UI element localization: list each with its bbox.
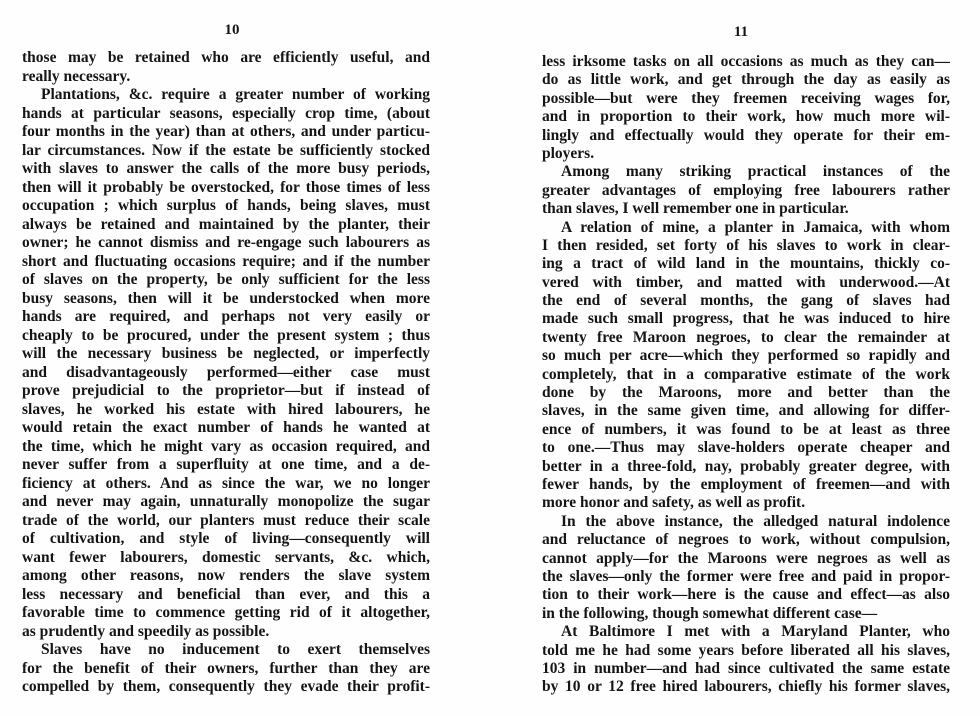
text-line: compelled by them, consequently they evade their profit- (22, 678, 430, 695)
text-line: as prudently and speedily as possible. (22, 622, 270, 640)
text-line: done by the Maroons, more and better than the (542, 384, 950, 402)
paragraph (542, 219, 950, 513)
text-line: owner; he cannot dismiss and re-engage such labourers as (22, 234, 430, 251)
text-line: less necessary and beneficial than ever, and this a (22, 585, 430, 603)
paragraph (22, 86, 430, 641)
text-line: ployers. (542, 144, 595, 162)
text-line: among other reasons, now renders the slave system (22, 567, 430, 584)
paragraph (542, 163, 950, 218)
text-line: the slaves—only the former were free and paid in propor- (542, 567, 950, 585)
text-line: prove prejudicial to the proprietor—but if instead of (22, 382, 430, 399)
text-line: short and fluctuating occasions require; and if the number (22, 252, 430, 270)
text-line: told me he had some years before liberated all his slaves, (542, 641, 950, 659)
text-line: those may be retained who are efficiently useful, and (22, 49, 430, 66)
text-line: ficiency at others. And as since the war, we no longer (22, 474, 430, 492)
text-line: and never may again, unnaturally monopolize the sugar (22, 493, 430, 510)
text-line: better in a three-fold, nay, probably greater degree, with (542, 457, 950, 475)
text-line: slaves, in the same given time, and allowing for differ- (542, 402, 950, 420)
page-text-block (22, 49, 430, 697)
text-line: fewer hands, by the employment of freemen—and with (542, 475, 950, 493)
text-line: Plantations, &c. require a greater number of working (41, 86, 430, 103)
text-line: cheaply to be procured, under the present system ; thus (22, 326, 430, 344)
text-line: of slaves on the property, be only sufficient for the less (22, 271, 430, 288)
text-line: the end of several months, the gang of slaves had (542, 292, 950, 310)
text-line: for the benefit of their owners, further than they are (22, 659, 430, 677)
text-line: occupation ; which surplus of hands, being slaves, must (22, 197, 430, 214)
text-line: ence of numbers, it was found to be at least as three (542, 420, 950, 438)
text-line: busy seasons, then will it be understocked when more (22, 289, 430, 307)
text-line: In the above instance, the alledged natural indolence (561, 512, 950, 530)
text-line: Among many striking practical instances of the (561, 163, 950, 181)
text-line: cannot apply—for the Maroons were negroes as well as (542, 549, 950, 567)
text-line: lar circumstances. Now if the estate be sufficiently stocked (22, 141, 430, 159)
text-line: always be retained and maintained by the planter, their (22, 215, 430, 233)
paragraph (542, 513, 950, 623)
paragraph (542, 53, 950, 163)
text-line: 103 in number—and had since cultivated the same estate (542, 659, 950, 677)
text-line: completely, that in a comparative estimate of the work (542, 365, 950, 383)
text-line: and disadvantageously performed—either case must (22, 363, 430, 381)
text-line: and reluctance of negroes to work, without compulsion, (542, 531, 950, 549)
text-line: so much per acre—which they performed so rapidly and (542, 347, 950, 365)
paragraph (22, 641, 430, 697)
text-line: more honor and safety, as well as profit. (542, 494, 806, 512)
text-line: do as little work, and get through the day as easily as (542, 71, 950, 89)
text-line: tion to their work—here is the cause and effect—as also (542, 586, 950, 604)
paragraph (22, 49, 430, 86)
text-line: hands at particular seasons, especially crop time, (about (22, 104, 430, 122)
text-line: less irksome tasks on all occasions as much as they can— (542, 53, 950, 70)
text-line: I then resided, set forty of his slaves to work in clear- (542, 236, 950, 254)
text-line: At Baltimore I met with a Maryland Planter, who (561, 623, 950, 641)
text-line: hands are required, and perhaps not very easily or (22, 308, 430, 325)
right-page (490, 0, 980, 716)
text-line: would retain the exact number of hands he wanted at (22, 419, 430, 436)
text-line: the time, which he might vary as occasion required, and (22, 437, 430, 455)
text-line: want fewer labourers, domestic servants, &c. which, (22, 548, 430, 566)
text-line: with slaves to answer the calls of the more busy periods, (22, 160, 430, 177)
text-line: then will it probably be overstocked, for those times of less (22, 178, 430, 196)
paragraph (542, 623, 950, 697)
text-line: and in proportion to their work, how much more wil- (542, 108, 950, 126)
page-number: 11 (733, 24, 749, 40)
page-text-block (542, 53, 950, 697)
text-line: in the following, though somewhat different case— (542, 604, 878, 622)
text-line: twenty free Maroon negroes, to clear the remainder at (542, 328, 950, 346)
text-line: ing a tract of wild land in the mountains, thickly co- (542, 255, 950, 273)
text-line: favorable time to commence getting rid of it altogether, (22, 604, 430, 621)
text-line: Slaves have no inducement to exert themselves (41, 641, 430, 658)
text-line: of cultivation, and style of living—consequently will (22, 530, 430, 547)
text-line: vered with timber, and matted with underwood.—At (542, 273, 950, 291)
text-line: four months in the year) than at others, and under particu- (22, 123, 430, 140)
text-line: than slaves, I well remember one in particular. (542, 200, 849, 218)
page-number: 10 (224, 22, 240, 38)
text-line: will the necessary business be neglected, or imperfectly (22, 345, 430, 362)
text-line: never suffer from a superfluity at one time, and a de- (22, 456, 430, 473)
text-line: trade of the world, our planters must reduce their scale (22, 511, 430, 529)
text-line: by 10 or 12 free hired labourers, chiefly his former slaves, (542, 678, 950, 696)
text-line: to one.—Thus may slave-holders operate cheaper and (542, 439, 950, 457)
text-line: really necessary. (22, 67, 131, 85)
text-line: slaves, he worked his estate with hired labourers, he (22, 400, 430, 418)
text-line: made such small progress, that he was induced to hire (542, 310, 950, 328)
text-line: A relation of mine, a planter in Jamaica, with whom (561, 218, 950, 236)
text-line: greater advantages of employing free labourers rather (542, 181, 950, 199)
text-line: lingly and effectually would they operate for their em- (542, 126, 950, 144)
text-line: possible—but were they freemen receiving wages for, (542, 89, 950, 107)
